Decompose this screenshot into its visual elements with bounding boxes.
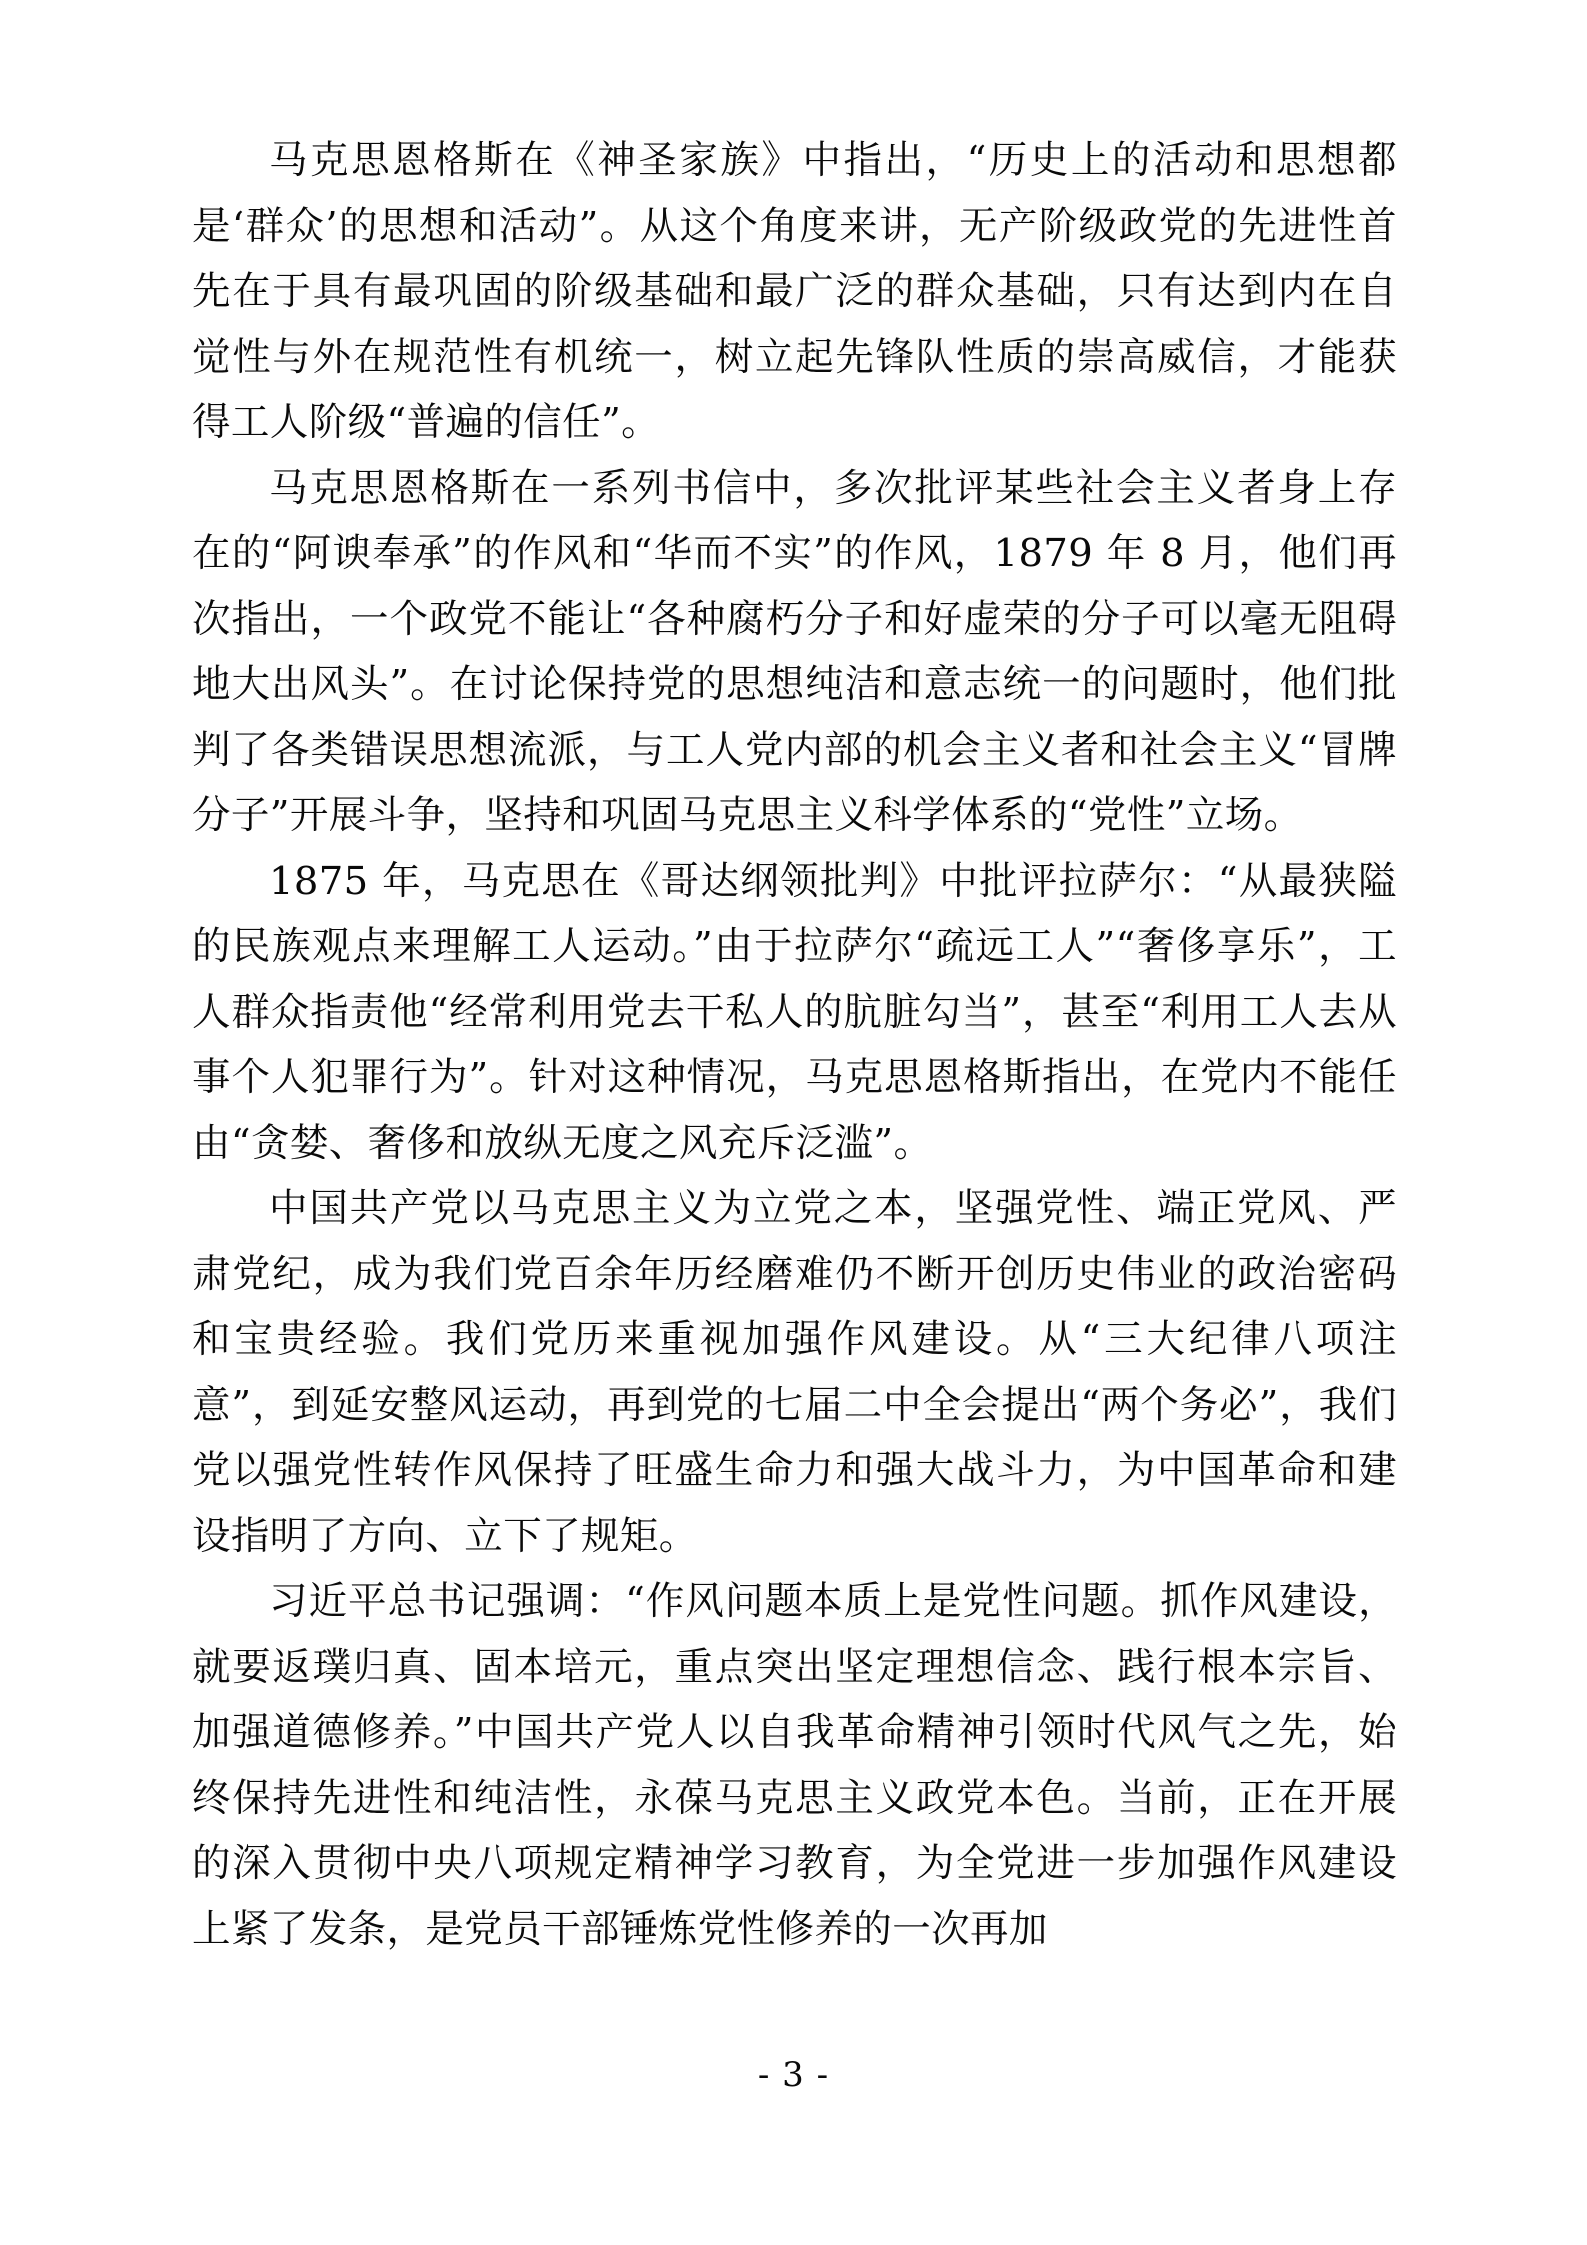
paragraph: 1875 年，马克思在《哥达纲领批判》中批评拉萨尔：“从最狭隘的民族观点来理解工人运动。”由于拉萨尔“疏远工人”“奢侈享乐”，工人群众指责他“经常利用党去干私人的肮脏勾当”，甚至“利用工人去从事个人犯罪行为”。针对这种情况，马克思恩格斯指出，在党内不能任由“贪婪、奢侈和放纵无度之风充斥泛滥”。 <box>192 858 1397 1166</box>
paragraph: 中国共产党以马克思主义为立党之本，坚强党性、端正党风、严肃党纪，成为我们党百余年历经磨难仍不断开创历史伟业的政治密码和宝贵经验。我们党历来重视加强作风建设。从“三大纪律八项注意”，到延安整风运动，再到党的七届二中全会提出“两个务必”，我们党以强党性转作风保持了旺盛生命力和强大战斗力，为中国革命和建设指明了方向、立下了规矩。 <box>192 1186 1397 1559</box>
paragraph: 马克思恩格斯在一系列书信中，多次批评某些社会主义者身上存在的“阿谀奉承”的作风和“华而不实”的作风，1879 年 8 月，他们再次指出，一个政党不能让“各种腐朽分子和好虚荣的分子可以毫无阻碍地大出风头”。在讨论保持党的思想纯洁和意志统一的问题时，他们批判了各类错误思想流派，与工人党内部的机会主义者和社会主义“冒牌分子”开展斗争，坚持和巩固马克思主义科学体系的“党性”立场。 <box>192 465 1397 838</box>
document-body <box>192 128 1397 1962</box>
page-number: - 3 - <box>757 2055 830 2095</box>
paragraph: 马克思恩格斯在《神圣家族》中指出，“历史上的活动和思想都是‘群众’的思想和活动”。从这个角度来讲，无产阶级政党的先进性首先在于具有最巩固的阶级基础和最广泛的群众基础，只有达到内在自觉性与外在规范性有机统一，树立起先锋队性质的崇高威信，才能获得工人阶级“普遍的信任”。 <box>192 138 1397 445</box>
paragraph: 习近平总书记强调：“作风问题本质上是党性问题。抓作风建设，就要返璞归真、固本培元，重点突出坚定理想信念、践行根本宗旨、加强道德修养。”中国共产党人以自我革命精神引领时代风气之先，始终保持先进性和纯洁性，永葆马克思主义政党本色。当前，正在开展的深入贯彻中央八项规定精神学习教育，为全党进一步加强作风建设上紧了发条，是党员干部锤炼党性修养的一次再加 <box>192 1579 1397 1952</box>
